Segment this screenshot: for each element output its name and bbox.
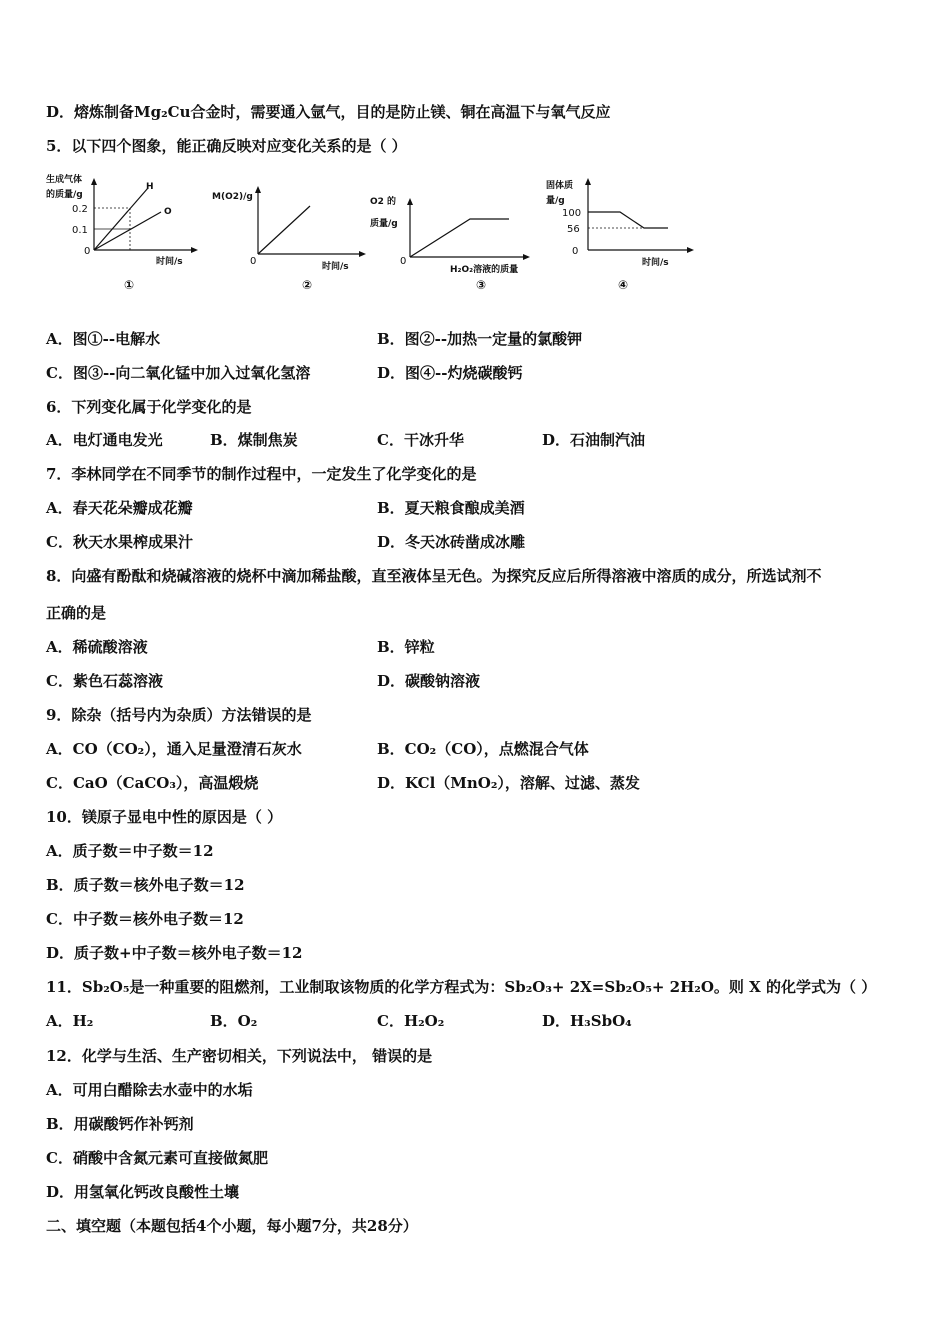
- q7-option-b: B．夏天粮食酿成美酒: [377, 499, 525, 517]
- graph-3-ylabel-2: 质量/g: [370, 219, 398, 229]
- q9-option-d: D．KCl（MnO₂），溶解、过滤、蒸发: [377, 774, 640, 792]
- graph-4-tick-100: 100: [562, 208, 582, 219]
- q12-option-a: A．可用白醋除去水壶中的水垢: [46, 1081, 253, 1099]
- q5-option-c: C．图③--向二氧化锰中加入过氧化氢溶: [46, 364, 311, 382]
- q11-option-d: D．H₃SbO₄: [542, 1012, 632, 1030]
- q11-option-b: B．O₂: [210, 1012, 258, 1030]
- q8-option-b: B．锌粒: [377, 638, 435, 656]
- q8-stem-line-1: 8．向盛有酚酞和烧碱溶液的烧杯中滴加稀盐酸，直至液体呈无色。为探究反应后所得溶液中溶质的成分，所选试剂不: [46, 567, 822, 585]
- graph-1-ylabel-1: 生成气体: [46, 175, 83, 185]
- q7-stem: 7．李林同学在不同季节的制作过程中，一定发生了化学变化的是: [46, 465, 477, 483]
- q5-option-b: B．图②--加热一定量的氯酸钾: [377, 330, 583, 348]
- graph-4-xlabel: 时间/s: [642, 258, 669, 268]
- q12-option-b: B．用碳酸钙作补钙剂: [46, 1115, 194, 1133]
- q9-option-b: B．CO₂（CO），点燃混合气体: [377, 740, 589, 758]
- q5-option-d: D．图④--灼烧碳酸钙: [377, 364, 523, 382]
- q5-option-a: A．图①--电解水: [46, 330, 161, 348]
- graph-1-label: ①: [124, 278, 135, 292]
- section-2-heading: 二、填空题（本题包括4个小题，每小题7分，共28分）: [46, 1217, 418, 1235]
- q7-option-d: D．冬天冰砖凿成冰雕: [377, 533, 526, 551]
- graph-2: [210, 172, 370, 301]
- graph-1-series-o: O: [164, 207, 172, 217]
- graph-3-xlabel: H₂O₂溶液的质量: [450, 265, 519, 275]
- q12-stem: 12．化学与生活、生产密切相关，下列说法中， 错误的是: [46, 1047, 433, 1065]
- q10-stem: 10．镁原子显电中性的原因是（ ）: [46, 808, 283, 826]
- q4-option-d: D．熔炼制备Mg₂Cu合金时，需要通入氩气，目的是防止镁、铜在高温下与氧气反应: [46, 103, 611, 121]
- graph-1-series-h: H: [146, 182, 154, 192]
- graph-1-tick-0-1: 0.1: [72, 225, 88, 236]
- graph-1-xlabel: 时间/s: [156, 257, 183, 267]
- q9-option-a: A．CO（CO₂），通入足量澄清石灰水: [46, 740, 302, 758]
- graph-4-ylabel-2: 量/g: [546, 196, 565, 206]
- q6-option-a: A．电灯通电发光: [46, 431, 163, 449]
- q11-stem: 11．Sb₂O₅是一种重要的阻燃剂，工业制取该物质的化学方程式为：Sb₂O₃+ 2X=Sb₂O₅+ 2H₂O。则 X 的化学式为（ ）: [46, 978, 877, 996]
- q11-option-c: C．H₂O₂: [377, 1012, 445, 1030]
- graph-1-ylabel-2: 的质量/g: [46, 190, 83, 200]
- q7-option-c: C．秋天水果榨成果汁: [46, 533, 193, 551]
- q6-option-b: B．煤制焦炭: [210, 431, 298, 449]
- graph-2-ylabel: M(O2)/g: [212, 192, 253, 202]
- q9-stem: 9．除杂（括号内为杂质）方法错误的是: [46, 706, 312, 724]
- q9-option-c: C．CaO（CaCO₃），高温煅烧: [46, 774, 259, 792]
- graph-4-label: ④: [618, 278, 629, 292]
- graph-4-tick-56: 56: [567, 224, 580, 235]
- graph-3-ylabel-1: O2 的: [370, 197, 397, 207]
- q6-option-c: C．干冰升华: [377, 431, 464, 449]
- q8-option-d: D．碳酸钠溶液: [377, 672, 481, 690]
- graph-4-ylabel-1: 固体质: [546, 181, 574, 191]
- q6-stem: 6．下列变化属于化学变化的是: [46, 398, 252, 416]
- graph-2-label: ②: [302, 278, 313, 292]
- graph-1-tick-0-2: 0.2: [72, 204, 88, 215]
- q5-stem: 5．以下四个图象，能正确反映对应变化关系的是（ ）: [46, 137, 407, 155]
- graph-1: [44, 172, 204, 301]
- q11-option-a: A．H₂: [46, 1012, 94, 1030]
- q8-option-a: A．稀硫酸溶液: [46, 638, 148, 656]
- graph-2-origin: 0: [250, 256, 257, 267]
- graph-3-label: ③: [476, 278, 487, 292]
- q12-option-d: D．用氢氧化钙改良酸性土壤: [46, 1183, 240, 1201]
- graph-4: [542, 172, 702, 301]
- graph-3-origin: 0: [400, 256, 407, 267]
- q10-option-c: C．中子数＝核外电子数＝12: [46, 910, 244, 928]
- q8-stem-line-2: 正确的是: [46, 604, 107, 622]
- graph-2-xlabel: 时间/s: [322, 262, 349, 272]
- graph-3: [366, 172, 546, 301]
- q8-option-c: C．紫色石蕊溶液: [46, 672, 163, 690]
- q12-option-c: C．硝酸中含氮元素可直接做氮肥: [46, 1149, 268, 1167]
- graph-4-origin: 0: [572, 246, 579, 257]
- q10-option-b: B．质子数＝核外电子数＝12: [46, 876, 245, 894]
- q7-option-a: A．春天花朵瓣成花瓣: [46, 499, 193, 517]
- q10-option-d: D．质子数+中子数＝核外电子数＝12: [46, 944, 303, 962]
- q10-option-a: A．质子数＝中子数＝12: [46, 842, 214, 860]
- q6-option-d: D．石油制汽油: [542, 431, 646, 449]
- graph-1-origin: 0: [84, 246, 91, 257]
